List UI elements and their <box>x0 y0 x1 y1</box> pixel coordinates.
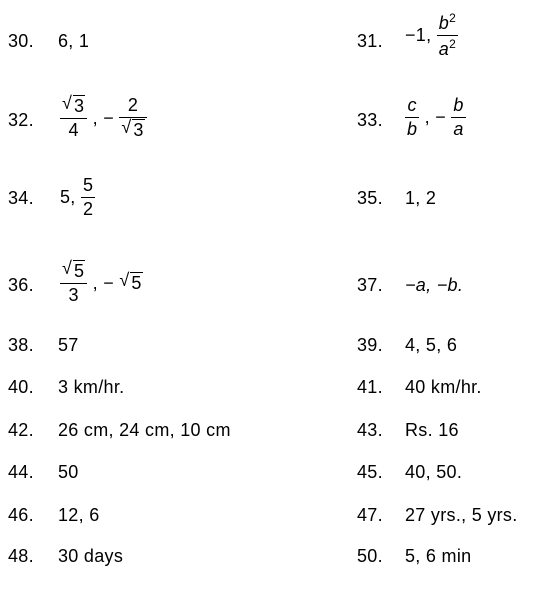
answer-number: 39. <box>357 335 383 355</box>
answer-number: 32. <box>8 110 34 130</box>
answer-text: 1, 2 <box>405 188 437 208</box>
answer-number: 44. <box>8 462 34 482</box>
answer-number: 33. <box>357 110 383 130</box>
answer-expression <box>405 11 458 60</box>
sqrt: √ 5 <box>119 270 142 293</box>
answer-text: 57 <box>58 335 79 355</box>
fraction: 2 √ 3 <box>119 95 146 141</box>
fraction: √ 3 4 <box>60 95 87 141</box>
answer-number: 43. <box>357 420 383 440</box>
answer-text: 26 cm, 24 cm, 10 cm <box>58 420 231 440</box>
answer-text: 50 <box>58 462 79 482</box>
answer-number: 30. <box>8 31 34 51</box>
answer-text: 3 km/hr. <box>58 377 125 397</box>
answer-number: 36. <box>8 275 34 295</box>
answer-text: 40, 50. <box>405 462 463 482</box>
answer-number: 35. <box>357 188 383 208</box>
answer-text: 27 yrs., 5 yrs. <box>405 505 518 525</box>
answer-number: 48. <box>8 546 34 566</box>
fraction: $\frac{5}{2}$ <box>82 175 94 219</box>
answer-number: 34. <box>8 188 34 208</box>
answer-expression: 5, $\frac{5}{2}$ <box>60 175 94 219</box>
answer-number: 42. <box>8 420 34 440</box>
fraction: $\frac{b^2}{a^2}$ <box>438 11 457 59</box>
answer-number: 46. <box>8 505 34 525</box>
answer-text: 30 days <box>58 546 124 566</box>
answer-number: 45. <box>357 462 383 482</box>
answer-expression: √ 3 4 , − 2 √ 3 <box>60 95 147 141</box>
answer-number: 47. <box>357 505 383 525</box>
sqrt: √ 3 <box>62 93 85 116</box>
answer-text: −1, <box>405 25 432 45</box>
sqrt: √ 3 <box>121 117 144 140</box>
answer-expression: $\frac{c}{b}$ , − $\frac{b}{a}$ <box>407 95 464 139</box>
fraction: √ 5 3 <box>60 260 87 306</box>
answer-text: 4, 5, 6 <box>405 335 458 355</box>
sqrt: √ 5 <box>62 258 85 281</box>
answer-text: Rs. 16 <box>405 420 459 440</box>
fraction: $\frac{b}{a}$ <box>453 95 464 139</box>
answer-expression: √ 5 3 , − √ 5 <box>62 258 142 305</box>
answer-number: 50. <box>357 546 383 566</box>
answer-number: 37. <box>357 275 383 295</box>
answer-text: 40 km/hr. <box>405 377 482 397</box>
answer-number: 40. <box>8 377 34 397</box>
answer-text: 6, 1 <box>58 31 90 51</box>
answer-number: 41. <box>357 377 383 397</box>
answer-text: −a, −b. <box>405 275 464 295</box>
answer-text: 5, 6 min <box>405 546 472 566</box>
answer-number: 38. <box>8 335 34 355</box>
answer-text: 12, 6 <box>58 505 100 525</box>
answer-number: 31. <box>357 31 383 51</box>
fraction: $\frac{c}{b}$ <box>407 95 418 139</box>
